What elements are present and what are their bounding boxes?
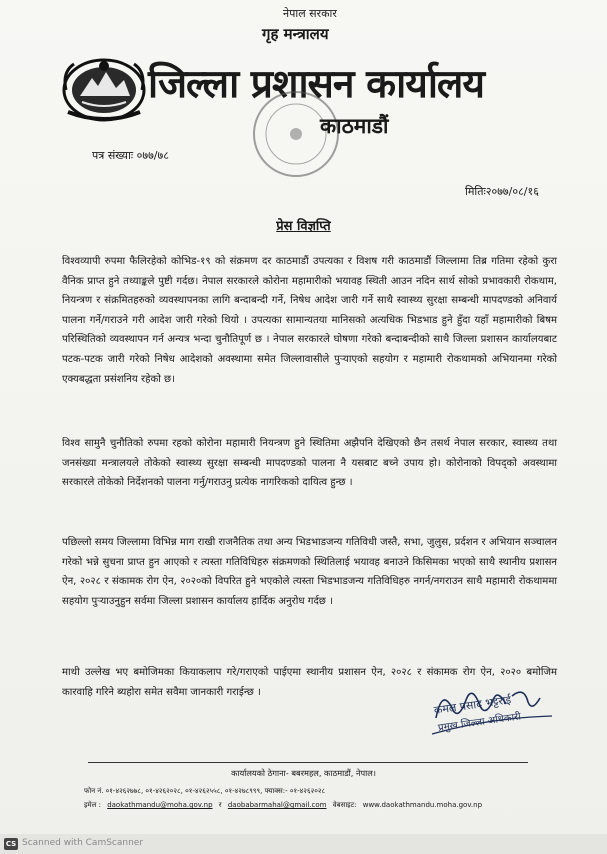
government-name: नेपाल सरकार <box>283 7 337 20</box>
issue-date: मितिः२०७७/०८/१६ <box>465 185 539 198</box>
paragraph-1: विश्वव्यापी रुपमा फैलिरहेको कोभिड-१९ को संक्रमण दर काठमाडौं उपत्यका र विशष गरी काठमाडौं जिल्लामा तिब्र गतिमा रहेको कुरा वैनिक प्राप्त हुने तथ्याङ्कले पुष्टी गर्दछ। नेपाल सरकारले कोरोना महामारीको भयावह स्थिती आउन नदिन सार्थ सोको प्रभावकारी रोकथाम, नियन्त्रण र संक्रमितहरुको व्यवस्थापनका लागि बन्दाबन्दी गर्ने, निषेध आदेश जारी गर्ने साथै स्वास्थ्य सुरक्षा सम्बन्धी मापदण्डको अनिवार्य पालना गर्ने/गराउने गरी आदेश जारी गरेको थियो । उपत्यका सामान्यतया मानिसको अत्यधिक भिडभाड हुने हुँदा यहाँ महामारीको बिषम परिस्थितिको व्यवस्थापन गर्न अन्यत्र भन्दा चुनौतिपूर्ण छ । नेपाल सरकारले घोषणा गरेको बन्दाबन्दीको साथै जिल्ला प्रशासन कार्यालयबाट पटक-पटक जारी गरेको निषेध आदेशको अवस्थामा समेत जिल्लावासीले पुऱ्याएको सहयोग र महामारी रोकथामको अभियानमा गरेको एक्यबद्धता प्रसंशनिय रहेको छ। <box>62 256 557 385</box>
footer-divider <box>88 762 528 763</box>
footer-contact <box>84 801 486 810</box>
ministry-name: गृह मन्त्रालय <box>262 25 329 43</box>
signatory-name: कमल प्रसाद भट्टराई <box>433 693 512 717</box>
footer-phones: फोन नं. ०१-४२६२७७८, ०१-४२६२०२८, ०१-४२६२५५८, ०१-४२७८९९९, फ्याक्स:- ०१-४२६२०२८ <box>84 787 326 795</box>
email-label: इमेल : <box>84 801 101 809</box>
office-title: जिल्ला प्रशासन कार्यालय <box>148 62 484 107</box>
email-link-2[interactable]: daobabarmahal@gmail.com <box>227 801 327 809</box>
reference-number: पत्र संख्याः ०७७/७८ <box>92 149 169 162</box>
paragraph-2: विश्व सामुनै चुनौतिको रुपमा रहको कोरोना महामारी नियन्त्रण हुने स्थितिमा अझैपनि देखिएको छैन तसर्थ नेपाल सरकार, स्वास्थ्य तथा जनसंख्या मन्त्रालयले तोकेको स्वास्थ्य सुरक्षा सम्बन्धी मापदण्डको पालना नै यसबाट बच्ने उपाय हो। कोरोनाको विपद्को अवस्थामा सरकारले तोकेको निर्देशनको पालना गर्नु/गराउनु प्रत्येक नागरिकको दायित्व हुन्छ । <box>62 438 557 489</box>
paragraph-3: पछिल्लो समय जिल्लामा विभिन्न माग राखी राजनैतिक तथा अन्य भिडभाडजन्य गतिविधी जस्तै, सभा, जुलुस, प्रर्दशन र अभियान सञ्चालन गरेको भन्ने सुचना प्राप्त हुन आएको र त्यस्ता गतिविधिहरु संक्रमणको स्थितिलाई भयावह बनाउने किसिमका भएको साथै स्थानीय प्रशासन ऐन, २०२८ र संकामक रोग ऐन, २०२०को विपरित हुने भएकोले त्यस्ता भिडभाडजन्य गतिविधिहरु नगर्न/नगराउन साथै महामारी रोकथाममा सहयोग पुऱ्याउनुहुन सर्वमा जिल्ला प्रशासन कार्यालय हार्दिक अनुरोध गर्दछ । <box>62 537 557 607</box>
camscanner-icon: CS <box>5 840 17 848</box>
scanner-watermark-text: Scanned with CamScanner <box>22 838 144 848</box>
paragraph-4: माथी उल्लेख भए बमोजिमका कियाकलाप गरे/गराएको पाईएमा स्थानीय प्रशासन ऐन, २०२८ र संकामक रोग ऐन, २०२० बमोजिम कारवाहि गरिने ब्यहोरा समेत सवैमा जानकारी गराईन्छ । <box>62 667 557 698</box>
footer-address: कार्यालयको ठेगाना- बबरमहल, काठमाडौं, नेपाल। <box>231 768 376 778</box>
email-conjunction: र <box>218 801 222 809</box>
signatory-title: प्रमुख जिल्ला अधिकारी <box>437 711 522 734</box>
website-label: वेबसाइट: <box>332 801 357 809</box>
nepal-emblem-icon <box>60 52 148 124</box>
district-name: काठमाडौं <box>320 114 389 138</box>
email-link-1[interactable]: daokathmandu@moha.gov.np <box>107 801 213 809</box>
press-release-title: प्रेस विज्ञप्ति <box>276 219 331 234</box>
website-link[interactable]: www.daokathmandu.moha.gov.np <box>362 801 483 809</box>
